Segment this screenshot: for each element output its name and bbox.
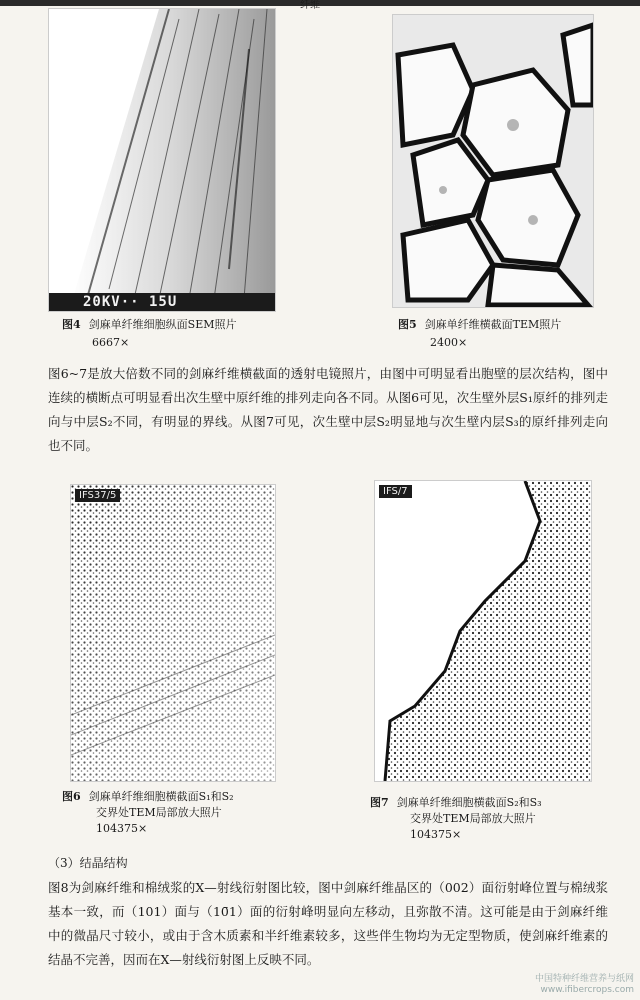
fig6-caption-text: 剑麻单纤维细胞横截面S₁和S₂ <box>88 790 234 803</box>
fig7-caption <box>370 796 542 810</box>
fig4-magnification: 6667× <box>92 336 130 349</box>
fig4-number: 图4 <box>62 318 81 331</box>
fig6-tem-image <box>70 484 276 782</box>
fig5-caption-text: 剑麻单纤维横截面TEM照片 <box>424 318 562 331</box>
paragraph-2: 图8为剑麻纤维和棉绒浆的X—射线衍射图比较，图中剑麻纤维晶区的（002）面衍射峰位置与棉绒浆基本一致，而（101）面与（10̄1）面的衍射峰明显向左移动，且弥散不清。这可能是由于剑麻纤维中的微晶尺寸较小，或由于含木质素和半纤维素较多，这些伴生物均为无定型物质，使剑麻纤维素的结晶不完善，因而在X—射线衍射图上反映不同。 <box>48 880 608 967</box>
fig7-caption-line2: 交界处TEM局部放大照片 <box>410 812 536 825</box>
paragraph-1: 图6~7是放大倍数不同的剑麻纤维横截面的透射电镜照片，由图中可明显看出胞壁的层次结构，图中连续的横断点可明显看出次生壁中原纤维的排列走向各不同。从图6可见，次生壁外层S₁原纤的排列走向与中层S₂不同，有明显的界线。从图7可见，次生壁中层S₂明显地与次生壁内层S₃的原纤排列走向也不同。 <box>48 366 608 453</box>
header-fragment: 纤维 <box>300 0 320 11</box>
fig6-number: 图6 <box>62 790 81 803</box>
section-heading-crystal-structure: （3）结晶结构 <box>48 856 128 870</box>
watermark-line2: www.ifibercrops.com <box>540 985 634 995</box>
fig7-caption-text: 剑麻单纤维细胞横截面S₂和S₃ <box>396 796 542 809</box>
fig4-sem-image <box>48 8 276 312</box>
fig6-caption-line2: 交界处TEM局部放大照片 <box>96 806 222 819</box>
page-top-rule <box>0 0 640 6</box>
watermark-line1: 中国特种纤维营养与纸网 <box>534 974 634 984</box>
fig6-tag: IFS37/5 <box>75 489 120 502</box>
fig4-scale-bar: 20KV·· 15U <box>49 293 275 311</box>
fig6-caption <box>62 790 234 804</box>
fig7-magnification: 104375× <box>410 828 462 841</box>
fig4-caption <box>62 318 236 332</box>
fig5-magnification: 2400× <box>430 336 468 349</box>
fig7-number: 图7 <box>370 796 389 809</box>
fig5-caption <box>398 318 561 332</box>
fig4-caption-text: 剑麻单纤维细胞纵面SEM照片 <box>88 318 237 331</box>
fig7-tem-image <box>374 480 592 782</box>
fig5-number: 图5 <box>398 318 417 331</box>
watermark <box>535 974 634 996</box>
fig7-tag: IFS/7 <box>379 485 412 498</box>
fig6-magnification: 104375× <box>96 822 148 835</box>
fig5-tem-image <box>392 14 594 308</box>
